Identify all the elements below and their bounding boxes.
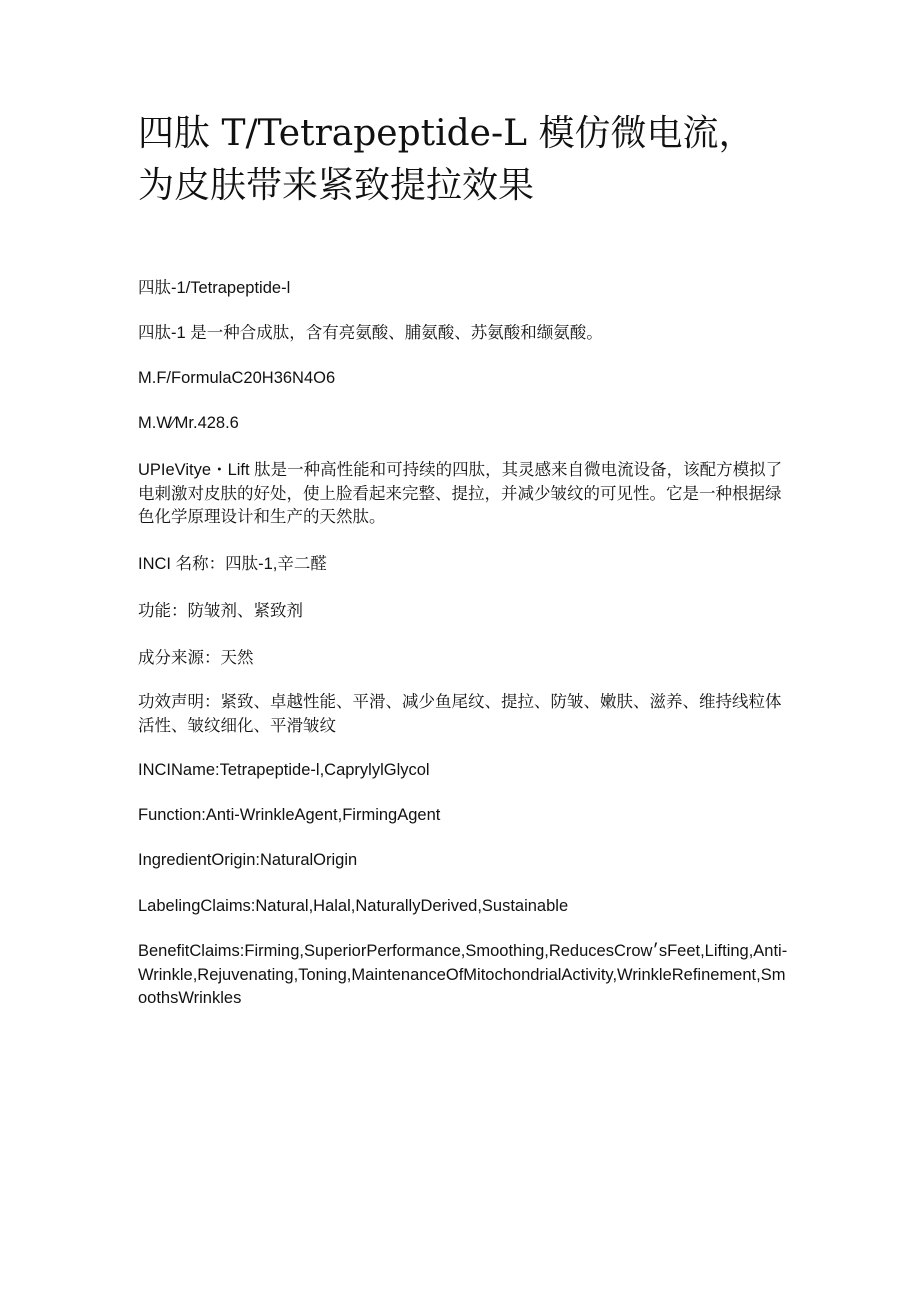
molecular-weight-paragraph: M.W∕Mr.428.6: [138, 414, 239, 432]
composition-paragraph: 四肽-1 是一种合成肽，含有亮氨酸、脯氨酸、苏氨酸和缬氨酸。: [138, 324, 603, 342]
inci-name-en-paragraph: INCIName:Tetrapeptide-l,CaprylylGlycol: [138, 761, 430, 779]
function-en-paragraph: Function:Anti-WrinkleAgent,FirmingAgent: [138, 806, 441, 824]
product-name-paragraph: 四肽-1/Tetrapeptide-l: [138, 279, 291, 297]
title-line-1: 四肽 T/Tetrapeptide-L 模仿微电流，: [138, 113, 755, 154]
title-line-2: 为皮肤带来紧致提拉效果: [138, 165, 535, 206]
document-title: [138, 108, 798, 212]
inci-name-cn-paragraph: INCI 名称：四肽-1,辛二醛: [138, 555, 327, 573]
origin-en-paragraph: IngredientOrigin:NaturalOrigin: [138, 851, 358, 869]
labeling-claims-paragraph: LabelingClaims:Natural,Halal,NaturallyDerived,Sustainable: [138, 897, 569, 915]
description-paragraph: UPIeVitye・Lift 肽是一种高性能和可持续的四肽，其灵感来自微电流设备，该配方模拟了电刺激对皮肤的好处，使上脸看起来完整、提拉，并减少皱纹的可见性。它是一种根据绿色化学原理设计和生产的天然肽。: [138, 461, 783, 526]
function-cn-paragraph: 功能：防皱剂、紧致剂: [138, 602, 303, 620]
benefit-claims-paragraph: BenefitClaims:Firming,SuperiorPerformance,Smoothing,ReducesCrow׳sFeet,Lifting,Anti-Wrinkle,Rejuvenating,Toning,MaintenanceOfMitochondrialActivity,WrinkleRefinement,SmoothsWrinkles: [138, 942, 788, 1007]
origin-cn-paragraph: 成分来源：天然: [138, 649, 254, 667]
formula-paragraph: M.F/FormulaC20H36N4O6: [138, 369, 336, 387]
claims-cn-paragraph: 功效声明：紧致、卓越性能、平滑、减少鱼尾纹、提拉、防皱、嫩肤、滋养、维持线粒体活性、皱纹细化、平滑皱纹: [138, 693, 782, 735]
